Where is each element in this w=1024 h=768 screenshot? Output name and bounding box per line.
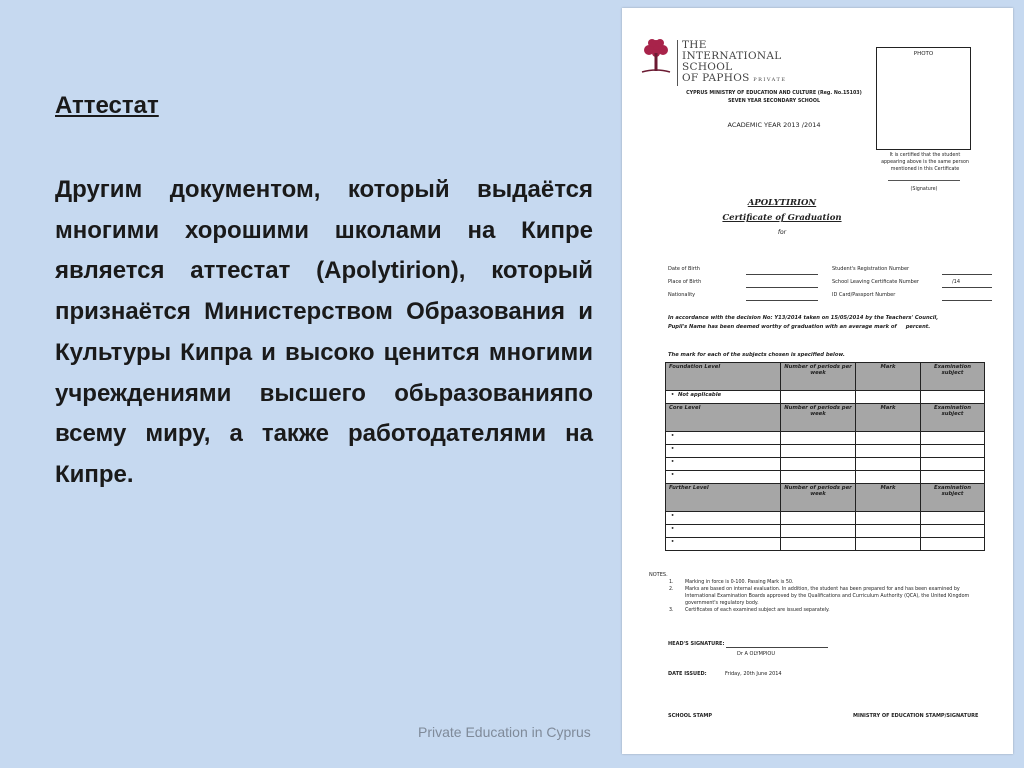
field-line [942,287,992,288]
table-cell: Core Level [666,404,781,432]
table-cell [781,432,856,445]
ministry-line: CYPRUS MINISTRY OF EDUCATION AND CULTURE (Reg. No.15103) [686,91,862,96]
field-line [942,300,992,301]
table-cell [921,512,985,525]
table-cell [666,538,781,551]
table-cell [856,538,921,551]
field-pob: Place of Birth [668,279,702,285]
ministry-stamp-label: MINISTRY OF EDUCATION STAMP/SIGNATURE [853,713,979,719]
date-issued-value: Friday, 20th June 2014 [725,671,782,677]
slide-heading: Аттестат [55,92,159,119]
note-item [649,586,989,607]
marks-intro: The mark for each of the subjects chosen is specified below. [668,352,845,358]
field-line [746,287,818,288]
table-cell: Examination subject [921,363,985,391]
certified-text: It is certified that the student appearing above is the same person mentioned in this Certificate [881,153,969,172]
table-cell [781,512,856,525]
school-name-line: OF PAPHOS [682,72,750,84]
table-row [666,432,985,445]
table-cell [666,525,781,538]
table-header-row [666,484,985,512]
table-cell [856,432,921,445]
table-row [666,445,985,458]
accordance-text [668,314,968,332]
table-cell [781,538,856,551]
table-cell [666,458,781,471]
table-cell: Further Level [666,484,781,512]
table-row [666,471,985,484]
field-leaving-no: School Leaving Certificate Number [832,279,919,285]
school-stamp-label: SCHOOL STAMP [668,713,713,719]
signature-label: (Signature) [910,187,938,192]
tree-logo-icon [638,36,674,80]
table-cell-text: Not applicable [677,392,722,398]
table-cell [666,471,781,484]
table-cell: Number of periods per week [781,484,856,512]
table-cell [921,445,985,458]
accordance-percent: percent. [905,324,931,330]
table-cell [921,432,985,445]
field-nationality: Nationality [668,292,696,298]
table-cell [781,471,856,484]
school-private-label: PRIVATE [753,77,787,83]
table-cell [666,391,781,404]
ministry-header [674,90,874,106]
field-leaving-suffix: /14 [952,279,961,285]
notes-title: NOTES. [649,572,668,578]
photo-box [876,47,971,150]
head-signature-label: HEAD'S SIGNATURE: [668,641,725,647]
date-issued-label: DATE ISSUED: [668,671,707,677]
note-text: Marks are based on internal evaluation. In addition, the student has been prepared for and has been examined by International Examination Boards approved by the Qualifications and Curriculum Authority (QCA), the United Kingdom government's regulatory body. [685,587,970,606]
bullet: • [670,472,675,478]
bullet: • [670,446,675,452]
table-cell [781,391,856,404]
table-cell: Examination subject [921,404,985,432]
table-cell [921,471,985,484]
head-name: Dr A OLYMPIOU [737,651,776,657]
certificate-subtitle: Certificate of Graduation [722,213,842,223]
table-cell [781,525,856,538]
table-cell [666,432,781,445]
certificate-title: APOLYTIRION [747,198,817,208]
field-line [942,274,992,275]
table-row [666,512,985,525]
note-number: 2. [669,587,674,592]
table-cell: Examination subject [921,484,985,512]
field-line [746,300,818,301]
bullet: • [670,526,675,532]
table-cell: Mark [856,404,921,432]
table-cell [666,445,781,458]
signature-line [888,180,960,181]
table-cell [856,458,921,471]
bullet: • [670,392,675,398]
bullet: • [670,513,675,519]
school-name [677,40,827,86]
table-cell [781,445,856,458]
note-item [649,607,989,614]
table-cell [921,391,985,404]
table-cell [921,538,985,551]
note-text: Certificates of each examined subject are issued separately. [685,608,830,613]
field-dob: Date of Birth [668,266,700,272]
notes-section [649,572,989,614]
note-text: Marking in force is 0-100. Passing Mark is 50. [685,580,794,585]
table-cell: Foundation Level [666,363,781,391]
table-cell [856,445,921,458]
table-row [666,391,985,404]
school-name-line: THE [682,39,707,51]
table-cell: Mark [856,363,921,391]
bullet: • [670,459,675,465]
field-reg-no: Student's Registration Number [832,266,910,272]
slide-body-text: Другим документом, который выдаётся многими хорошими школами на Кипре является аттестат (Apolytirion), который признаётся Министерством Образования и Культуры Кипра и высоко ценится многими учреждениями высшего обьразованияпо всему миру, а также работодателями на Кипре. [55,176,593,488]
ministry-line: SEVEN YEAR SECONDARY SCHOOL [727,99,821,104]
grades-table [665,362,985,551]
table-row [666,458,985,471]
table-row [666,525,985,538]
certificate-image [622,8,1013,754]
head-signature-line [726,647,828,648]
school-name-line: INTERNATIONAL SCHOOL [682,50,782,73]
table-cell [856,391,921,404]
table-cell [856,512,921,525]
note-number: 3. [669,608,674,613]
accordance-line: Pupil's Name has been deemed worthy of graduation with an average mark of [668,324,897,330]
note-number: 1. [669,580,674,585]
table-cell: Number of periods per week [781,404,856,432]
table-cell [921,525,985,538]
certificate-for: for [777,229,787,236]
table-row [666,538,985,551]
table-cell [781,458,856,471]
table-header-row [666,363,985,391]
table-cell: Number of periods per week [781,363,856,391]
slide-footer: Private Education in Cyprus [418,724,591,740]
table-cell [856,471,921,484]
table-header-row [666,404,985,432]
academic-year: ACADEMIC YEAR 2013 /2014 [727,121,821,129]
accordance-line: In accordance with the decision No: Y13/2014 taken on 15/05/2014 by the Teachers' Council, [668,315,939,321]
table-cell: Mark [856,484,921,512]
photo-label: PHOTO [913,51,934,57]
table-cell [921,458,985,471]
field-line [746,274,818,275]
field-id-card: ID Card/Passport Number [832,292,896,298]
bullet: • [670,539,675,545]
bullet: • [670,433,675,439]
table-cell [856,525,921,538]
note-item [649,579,989,586]
table-cell [666,512,781,525]
